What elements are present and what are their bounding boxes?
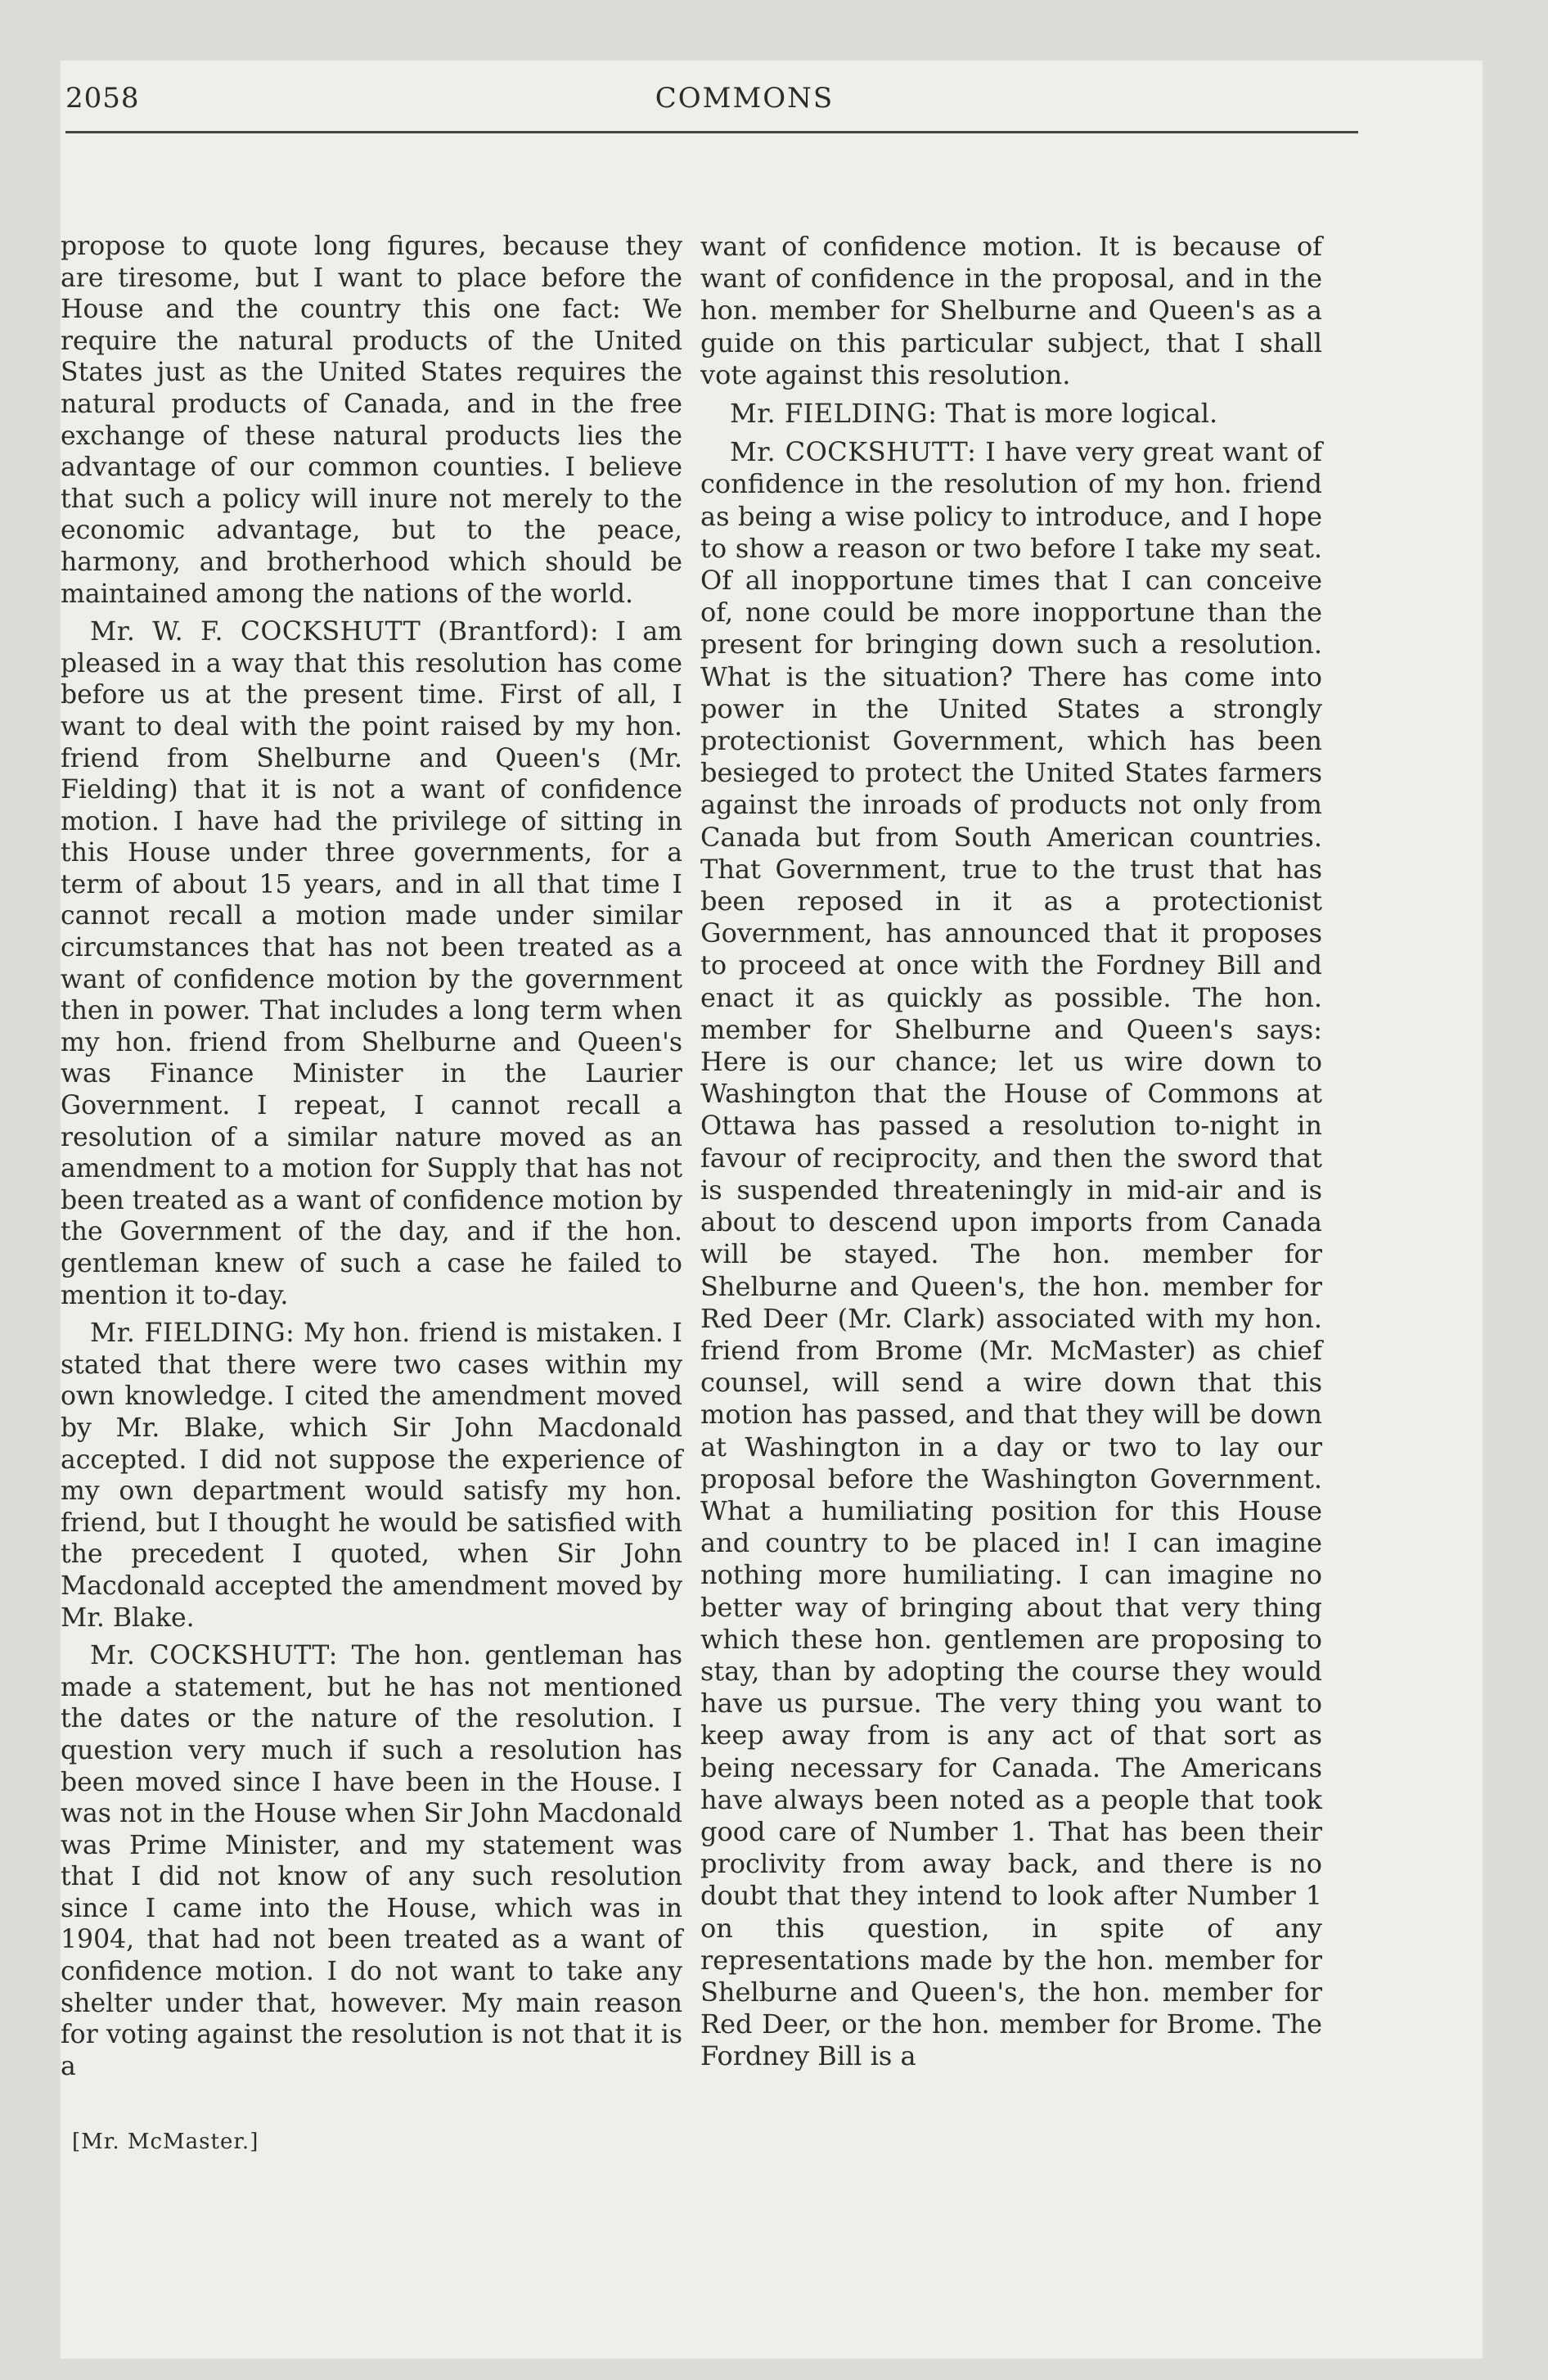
speaker-reference: [Mr. McMaster.] (72, 2130, 259, 2154)
speaker-name: Mr. FIELDING: (90, 1318, 295, 1349)
paragraph (700, 398, 1322, 430)
paragraph-text: That is more logical. (945, 398, 1218, 430)
paragraph-text: propose to quote long figures, because they are tiresome, but I want to place before the House and the country this one fact: We require the natural products of the United States just as the United States requires the natural products of Canada, and in the free exchange of these natural products lies the advantage of our common counties. I believe that such a policy will inure not merely to the economic advantage, but to the peace, harmony, and brotherhood which should be maintained among the nations of the world. (61, 232, 682, 609)
paragraph-text: I have very great want of confidence in the resolution of my hon. friend as being a wise policy to introduce, and I hope to show a reason or two before I take my seat. Of all inopportune times that I can conceive of, none could be more inopportune than the present for bringing down such a resolution. What is the situation? There has come into power in the United States a strongly protectionist Government, which has been besieged to protect the United States farmers against the inroads of products not only from Canada but from South American countries. That Government, true to the trust that has been reposed in it as a protectionist Government, has announced that it proposes to proceed at once with the Fordney Bill and enact it as quickly as possible. The hon. member for Shelburne and Queen's says: Here is our chance; let us wire down to Washington that the House of Commons at Ottawa has passed a resolution to-night in favour of reciprocity, and then the sword that is suspended threateningly in mid-air and is about to descend upon imports from Canada will be stayed. The hon. member for Shelburne and Queen's, the hon. member for Red Deer (Mr. Clark) associated with my hon. friend from Brome (Mr. McMaster) as chief counsel, will send a wire down that this motion has passed, and that they will be down at Washington in a day or two to lay our proposal before the Washington Government. What a humiliating position for this House and country to be placed in! I can imagine nothing more humiliating. I can imagine no better way of bringing about that very thing which these hon. gentlemen are proposing to stay, than by adopting the course they would have us pursue. The very thing you want to keep away from is any act of that sort as being necessary for Canada. The Americans have always been noted as a people that took good care of Number 1. That has been their proclivity from away back, and there is no doubt that they intend to look after Number 1 on this question, in spite of any representations made by the hon. member for Shelburne and Queen's, the hon. member for Red Deer, or the hon. member for Brome. The Fordney Bill is a (700, 436, 1322, 2072)
speaker-name: Mr. COCKSHUTT: (90, 1641, 338, 1671)
paragraph (61, 231, 682, 610)
speaker-name: Mr. FIELDING: (730, 398, 938, 430)
left-column (61, 231, 682, 2089)
paragraph-text: The hon. gentleman has made a statement, but he has not mentioned the dates or the nature of the resolution. I question very much if such a resolution has been moved since I have been in the House. I was not in the House when Sir John Macdonald was Prime Minister, and my statement was that I did not know of any such resolution since I came into the House, which was in 1904, that had not been treated as a want of confidence motion. I do not want to take any shelter under that, however. My main reason for voting against the resolution is not that it is a (61, 1641, 682, 2081)
paragraph (61, 1318, 682, 1634)
page-number: 2058 (65, 82, 140, 115)
speaker-name: Mr. W. F. COCKSHUTT (Brantford): (90, 617, 600, 647)
paragraph (61, 616, 682, 1311)
paragraph (61, 1640, 682, 2082)
paragraph (700, 231, 1322, 391)
header-rule (65, 131, 1358, 133)
paragraph-text: want of confidence motion. It is because of want of confidence in the proposal, and in the hon. member for Shelburne and Queen's as a guide on this particular subject, that I shall vote against this resolution. (700, 231, 1322, 390)
speaker-name: Mr. COCKSHUTT: (730, 436, 977, 468)
paragraph (700, 436, 1322, 2072)
paragraph-text: I am pleased in a way that this resolution has come before us at the present time. First of all, I want to deal with the point raised by my hon. friend from Shelburne and Queen's (Mr. Fielding) that it is not a want of confidence motion. I have had the privilege of sitting in this House under three governments, for a term of about 15 years, and in all that time I cannot recall a motion made under similar circumstances that has not been treated as a want of confidence motion by the government then in power. That includes a long term when my hon. friend from Shelburne and Queen's was Finance Minister in the Laurier Government. I repeat, I cannot recall a resolution of a similar nature moved as an amendment to a motion for Supply that has not been treated as a want of confidence motion by the Government of the day, and if the hon. gentleman knew of such a case he failed to mention it to-day. (61, 617, 683, 1310)
running-title: COMMONS (655, 82, 835, 115)
paragraph-text: My hon. friend is mistaken. I stated that there were two cases within my own knowledge. I cited the amendment moved by Mr. Blake, which Sir John Macdonald accepted. I did not suppose the experience of my own department would satisfy my hon. friend, but I thought he would be satisfied with the precedent I quoted, when Sir John Macdonald accepted the amendment moved by Mr. Blake. (61, 1318, 683, 1633)
right-column (700, 231, 1322, 2080)
